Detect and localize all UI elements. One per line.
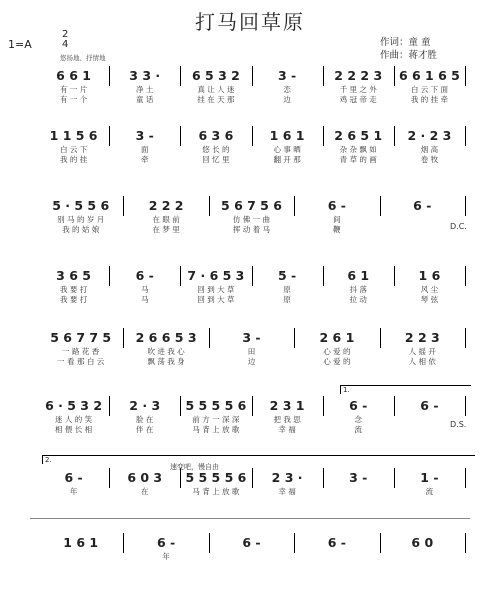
lyric-line: 挂 在 天 那 bbox=[197, 95, 235, 104]
measure-notes: 5 5 5 5 6 bbox=[185, 398, 247, 413]
measure-notes: 6 - bbox=[64, 470, 83, 485]
lyric-line: 马 bbox=[140, 295, 149, 304]
measure bbox=[323, 68, 394, 104]
lyric-line: 回 到 大 草 bbox=[197, 295, 235, 304]
lyric-line: 幸 福 bbox=[278, 487, 296, 496]
lyric-line: 边 bbox=[283, 95, 291, 104]
second-ending: 2. bbox=[42, 455, 475, 464]
measure-notes: 6 - bbox=[156, 535, 176, 550]
section-divider bbox=[30, 518, 470, 519]
measure bbox=[38, 268, 109, 304]
measure bbox=[394, 470, 465, 506]
lyric-line: 前 方 一 深 深 bbox=[192, 415, 240, 424]
measure bbox=[294, 198, 379, 234]
measure-notes: 1 1 5 6 bbox=[49, 128, 98, 143]
measure-notes: 3 - bbox=[135, 128, 154, 143]
lyric-line: 心 爱 的 bbox=[323, 357, 351, 366]
measure bbox=[180, 470, 251, 506]
barline bbox=[465, 328, 466, 348]
barline bbox=[465, 468, 466, 488]
ds-mark: D.S. bbox=[450, 420, 467, 429]
lyric-line: 原 bbox=[283, 285, 291, 294]
lyric-line: 流 bbox=[354, 425, 362, 434]
measure-notes: 2 3 · bbox=[271, 470, 303, 485]
barline bbox=[465, 196, 466, 216]
measure bbox=[123, 330, 208, 366]
lyric-line: 杂 杂 飘 如 bbox=[339, 145, 377, 154]
lyric-line: 我 要 打 bbox=[59, 285, 88, 294]
measure bbox=[38, 68, 109, 104]
lyric-line: 脸 在 bbox=[136, 415, 154, 424]
measure-notes: 2 6 5 1 bbox=[334, 128, 383, 143]
measure bbox=[252, 68, 323, 104]
measure-notes: 1 6 1 bbox=[269, 128, 305, 143]
measure bbox=[252, 470, 323, 506]
lyric-line: 伴 在 bbox=[136, 425, 154, 434]
measure-notes: 1 6 bbox=[418, 268, 441, 283]
measure bbox=[323, 268, 394, 304]
lyric-line: 飘 荡 我 身 bbox=[147, 357, 185, 366]
measure-notes: 5 6 7 7 5 bbox=[50, 330, 112, 345]
lyric-line: 鞭 bbox=[333, 225, 341, 234]
lyric-line: 卷 牧 bbox=[420, 155, 439, 164]
barline bbox=[465, 533, 466, 553]
measure-notes: 1 6 1 bbox=[63, 535, 99, 550]
measure bbox=[180, 68, 251, 104]
composer-credit: 作曲：蒋才胜 bbox=[380, 50, 438, 61]
measure bbox=[209, 535, 294, 571]
lyric-line: 在 眼 前 bbox=[152, 215, 180, 224]
measure bbox=[109, 398, 180, 434]
first-ending: 1. bbox=[340, 385, 471, 394]
measure-notes: 6 3 6 bbox=[198, 128, 234, 143]
measure-notes: 3 6 5 bbox=[56, 268, 91, 283]
measure bbox=[180, 268, 251, 304]
barline bbox=[465, 126, 466, 146]
lyric-line: 我 的 挂 bbox=[59, 155, 88, 164]
measure bbox=[209, 198, 294, 234]
measure-notes: 2 6 1 bbox=[319, 330, 355, 345]
measure-notes: 6 · 5 3 2 bbox=[45, 398, 103, 413]
barline bbox=[465, 396, 466, 416]
lyric-line: 马 背 上 放 歌 bbox=[192, 487, 240, 496]
measure bbox=[294, 535, 379, 571]
measure bbox=[380, 535, 465, 571]
time-bottom: 4 bbox=[62, 39, 69, 50]
measure-notes: 2 · 2 3 bbox=[407, 128, 452, 143]
lyric-line: 我 的 姑 娘 bbox=[62, 225, 100, 234]
lyric-line: 人 相 依 bbox=[408, 357, 436, 366]
lyric-line: 人 摇 开 bbox=[408, 347, 436, 356]
measure-notes: 6 - bbox=[242, 535, 261, 550]
lyric-line: 真 让 人 迷 bbox=[197, 85, 235, 94]
measure-notes: 5 · 5 5 6 bbox=[52, 198, 110, 213]
tempo-marking: 悠扬地、抒情地 bbox=[60, 54, 106, 62]
key-signature: 1=A bbox=[8, 38, 32, 51]
measure-notes: 6 - bbox=[135, 268, 154, 283]
measure-notes: 6 5 3 2 bbox=[191, 68, 240, 83]
measure-notes: 6 6 1 6 5 bbox=[398, 68, 460, 83]
lyric-line: 心 爱 的 bbox=[323, 347, 351, 356]
measure-notes: 2 · 3 bbox=[129, 398, 161, 413]
lyric-line: 烟 高 bbox=[420, 145, 439, 154]
dc-mark: D.C. bbox=[450, 222, 467, 231]
lyric-line: 悠 长 的 bbox=[202, 145, 230, 154]
lyric-line: 恋 bbox=[283, 85, 291, 94]
lyric-line: 有 一 个 bbox=[59, 95, 88, 104]
barline bbox=[465, 266, 466, 286]
lyric-line: 净 土 bbox=[136, 85, 154, 94]
measure bbox=[294, 330, 379, 366]
measure bbox=[38, 535, 123, 571]
lyric-line: 年 bbox=[69, 487, 78, 496]
lyric-line: 我 的 挂 牵 bbox=[410, 95, 448, 104]
lyric-line: 马 背 上 放 歌 bbox=[192, 425, 240, 434]
lyric-line: 原 bbox=[283, 295, 291, 304]
measure bbox=[394, 128, 465, 164]
measure bbox=[38, 470, 109, 506]
measure-notes: 6 0 bbox=[411, 535, 434, 550]
measure bbox=[38, 330, 123, 366]
time-top: 2 bbox=[62, 29, 69, 40]
measure-notes: 5 - bbox=[277, 268, 297, 283]
lyric-line: 心 事 晒 bbox=[273, 145, 301, 154]
lyric-line: 回 到 大 草 bbox=[197, 285, 235, 294]
lyric-line: 拉 动 bbox=[349, 295, 367, 304]
lyric-line: 间 bbox=[333, 215, 341, 224]
measure bbox=[38, 398, 109, 434]
measure bbox=[323, 128, 394, 164]
time-signature bbox=[62, 30, 68, 50]
lyric-line: 边 bbox=[247, 357, 256, 366]
lyric-line: 白 云 下 面 bbox=[410, 85, 448, 94]
measure bbox=[38, 128, 109, 164]
lyric-line: 回 忆 里 bbox=[202, 155, 230, 164]
measure bbox=[123, 198, 208, 234]
lyricist-credit: 作词：童 童 bbox=[380, 37, 431, 48]
measure bbox=[109, 268, 180, 304]
measure bbox=[38, 198, 123, 234]
lyric-line: 千 里 之 外 bbox=[339, 85, 377, 94]
measure bbox=[323, 470, 394, 506]
measure-notes: 2 3 1 bbox=[269, 398, 305, 413]
lyric-line: 翻 开 那 bbox=[273, 155, 301, 164]
lyric-line: 一 路 花 香 bbox=[62, 347, 100, 356]
measure bbox=[394, 268, 465, 304]
lyric-line: 牵 bbox=[140, 155, 149, 164]
measure-notes: 6 - bbox=[420, 398, 439, 413]
lyric-line: 相 偎 长 相 bbox=[55, 425, 93, 434]
measure-notes: 3 - bbox=[277, 68, 297, 83]
lyric-line: 抖 落 bbox=[349, 285, 367, 294]
measure bbox=[252, 398, 323, 434]
lyric-line: 把 我 思 bbox=[273, 415, 301, 424]
lyric-line: 马 bbox=[140, 285, 149, 294]
lyric-line: 白 云 下 bbox=[59, 145, 88, 154]
lyric-line: 吹 进 我 心 bbox=[147, 347, 185, 356]
lyric-line: 幸 福 bbox=[278, 425, 296, 434]
measure-notes: 2 2 2 3 bbox=[334, 68, 383, 83]
lyric-line: 年 bbox=[162, 552, 170, 561]
lyric-line: 挥 动 着 马 bbox=[232, 225, 271, 234]
measure-notes: 7 · 6 5 3 bbox=[187, 268, 245, 283]
measure-notes: 3 - bbox=[349, 470, 368, 485]
lyric-line: 面 bbox=[140, 145, 149, 154]
measure-notes: 5 5 5 5 6 bbox=[185, 470, 247, 485]
measure-notes: 6 1 bbox=[347, 268, 370, 283]
lyric-line: 在 bbox=[140, 487, 149, 496]
measure-notes: 2 6 6 5 3 bbox=[135, 330, 197, 345]
lyric-line: 风 尘 bbox=[420, 285, 439, 294]
measure bbox=[394, 68, 465, 104]
measure-notes: 6 6 1 bbox=[56, 68, 91, 83]
lyric-line: 流 bbox=[425, 487, 434, 496]
measure bbox=[252, 128, 323, 164]
ending-note: 速变吧，慢自由 bbox=[170, 463, 219, 471]
lyric-line: 别 马 的 岁 月 bbox=[57, 215, 105, 224]
measure-notes: 2 2 3 bbox=[404, 330, 440, 345]
lyric-line: 在 梦 里 bbox=[152, 225, 180, 234]
measure bbox=[109, 68, 180, 104]
measure-notes: 6 - bbox=[327, 535, 346, 550]
lyric-line: 仿 佛 一 曲 bbox=[232, 215, 271, 224]
measure bbox=[209, 330, 294, 366]
lyric-line: 有 一 片 bbox=[59, 85, 88, 94]
lyric-line: 一 看 那 白 云 bbox=[57, 357, 105, 366]
measure bbox=[180, 398, 251, 434]
lyric-line: 我 要 打 bbox=[59, 295, 88, 304]
measure-notes: 3 3 · bbox=[129, 68, 161, 83]
song-title: 打马回草原 bbox=[195, 10, 305, 34]
measure bbox=[180, 128, 251, 164]
lyric-line: 田 bbox=[247, 347, 256, 356]
measure-notes: 6 - bbox=[413, 198, 432, 213]
measure-notes: 3 - bbox=[242, 330, 261, 345]
measure-notes: 6 0 3 bbox=[127, 470, 163, 485]
measure-notes: 6 - bbox=[349, 398, 368, 413]
measure bbox=[123, 535, 208, 571]
measure-notes: 6 - bbox=[327, 198, 346, 213]
measure bbox=[380, 330, 465, 366]
lyric-line: 鸡 冠 帝 走 bbox=[339, 95, 377, 104]
lyric-line: 念 bbox=[354, 415, 362, 424]
barline bbox=[465, 66, 466, 86]
measure-notes: 2 2 2 bbox=[148, 198, 184, 213]
measure bbox=[109, 128, 180, 164]
lyric-line: 琴 弦 bbox=[420, 295, 439, 304]
measure bbox=[252, 268, 323, 304]
measure bbox=[323, 398, 394, 434]
measure bbox=[109, 470, 180, 506]
lyric-line: 童 话 bbox=[136, 95, 154, 104]
measure-notes: 5 6 7 5 6 bbox=[221, 198, 282, 213]
lyric-line: 迷 人 的 笑 bbox=[55, 415, 93, 424]
lyric-line: 青 草 的 画 bbox=[339, 155, 377, 164]
measure-notes: 1 - bbox=[420, 470, 439, 485]
